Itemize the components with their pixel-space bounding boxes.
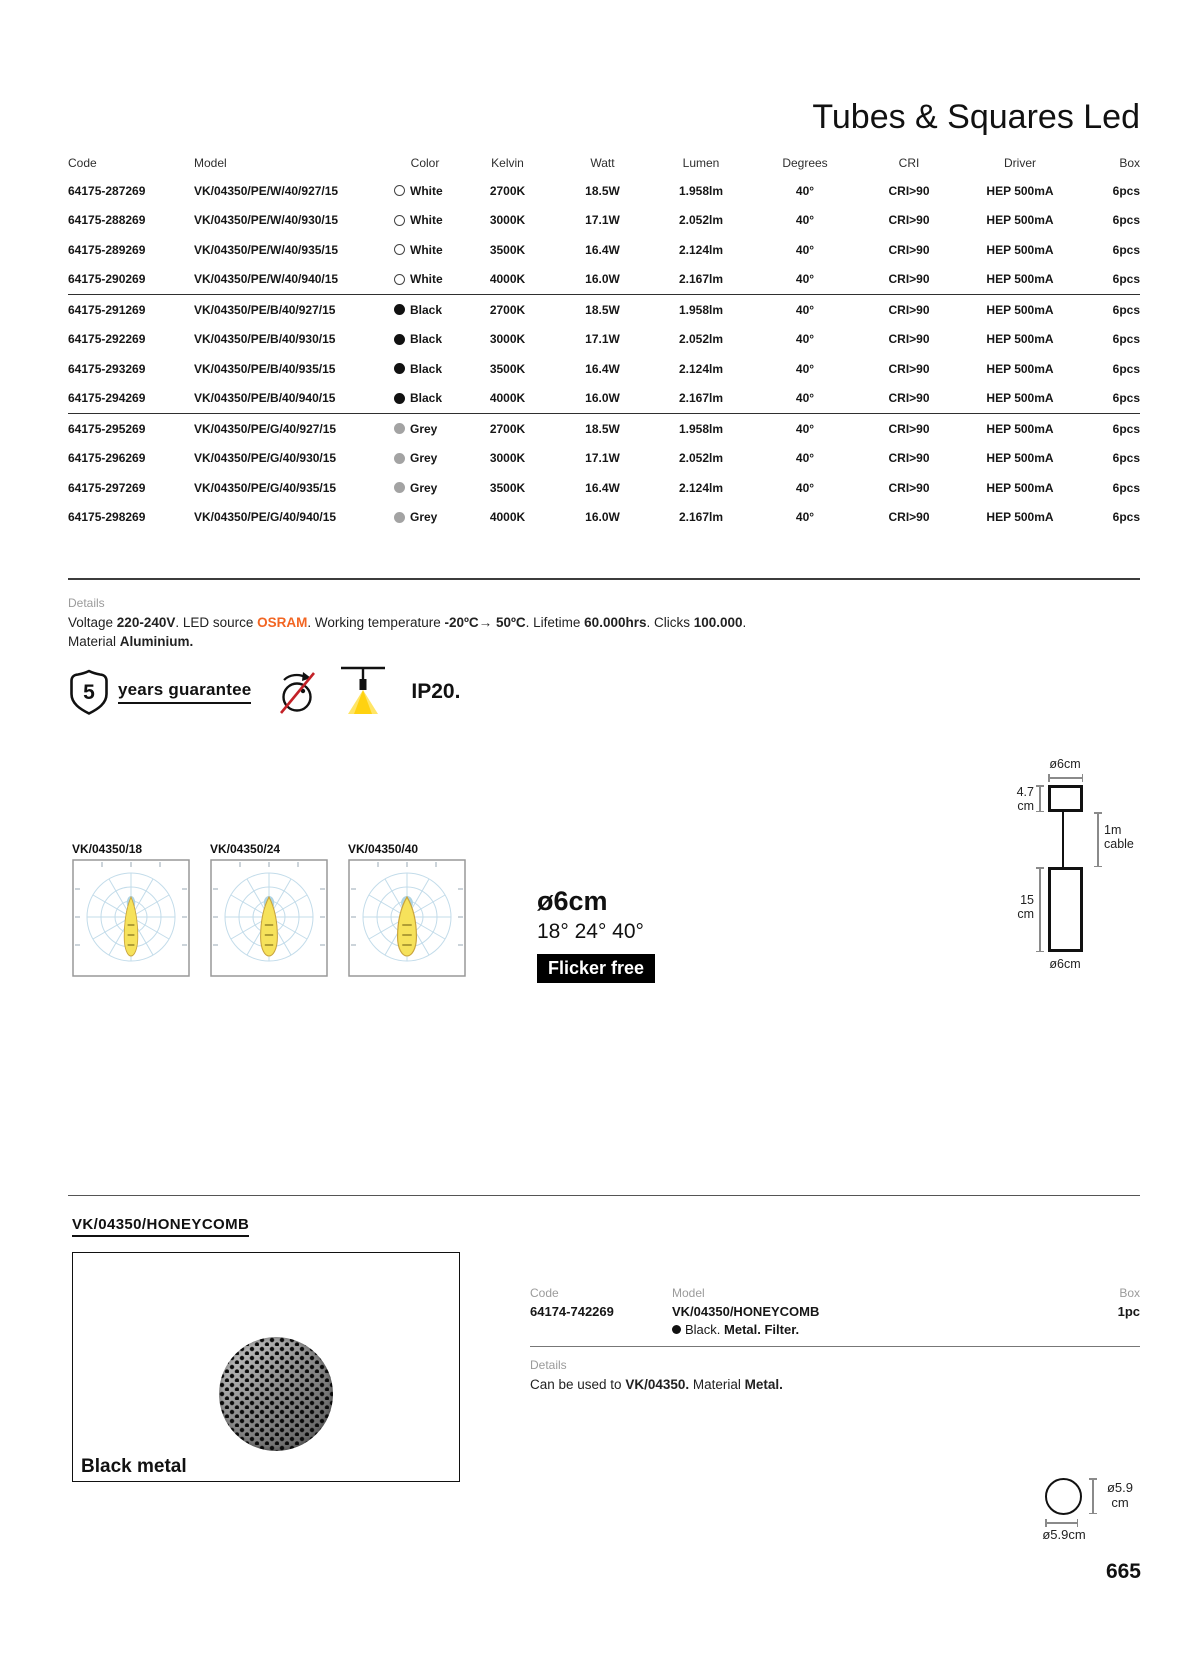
table-header-model: Model [194, 156, 227, 170]
code-value: 64174-742269 [530, 1304, 614, 1319]
cell-kelvin: 4000K [489, 272, 526, 287]
cell-cri: CRI>90 [888, 421, 930, 436]
table-row [68, 295, 1140, 325]
color-label: Grey [410, 510, 438, 525]
cell-lumen: 1.958lm [678, 421, 724, 436]
table-row [68, 444, 1140, 474]
cell-cri: CRI>90 [888, 242, 930, 257]
body-measure [1039, 867, 1041, 952]
ip-rating: IP20. [411, 680, 461, 703]
cell-driver: HEP 500mA [986, 451, 1054, 466]
honeycomb-box-block [1118, 1286, 1140, 1319]
cell-lumen: 1.958lm [678, 183, 724, 198]
cell-lumen: 2.167lm [678, 272, 724, 287]
black-dot-icon [672, 1325, 681, 1334]
cell-box: 6pcs [1112, 183, 1140, 198]
cell-code: 64175-287269 [68, 183, 146, 198]
cell-box: 6pcs [1112, 332, 1140, 347]
filter-height-measure [1092, 1478, 1094, 1514]
details-label: Details [68, 596, 105, 610]
cell-cri: CRI>90 [888, 510, 930, 525]
model-label: Model [672, 1286, 705, 1300]
cell-watt: 18.5W [585, 302, 620, 317]
cell-box: 6pcs [1112, 361, 1140, 376]
cell-degrees: 40° [795, 361, 815, 376]
table-row [68, 354, 1140, 384]
cell-driver: HEP 500mA [986, 272, 1054, 287]
cell-driver: HEP 500mA [986, 480, 1054, 495]
product-table [68, 150, 1140, 532]
diagram-label: VK/04350/24 [210, 842, 281, 856]
flicker-free-badge: Flicker free [537, 954, 655, 983]
cell-color [390, 481, 460, 495]
cell-cri: CRI>90 [888, 451, 930, 466]
table-row [68, 206, 1140, 236]
cell-cri: CRI>90 [888, 391, 930, 406]
table-header-driver: Driver [1004, 156, 1036, 170]
polar-curve-chart [72, 859, 190, 977]
guarantee-row [68, 666, 460, 718]
cell-driver: HEP 500mA [986, 183, 1054, 198]
table-row [68, 473, 1140, 503]
table-header-code: Code [68, 156, 97, 170]
cell-degrees: 40° [795, 480, 815, 495]
cell-degrees: 40° [795, 213, 815, 228]
cell-code: 64175-289269 [68, 242, 146, 257]
cell-driver: HEP 500mA [986, 421, 1054, 436]
cell-lumen: 2.124lm [678, 480, 724, 495]
cell-box: 6pcs [1112, 391, 1140, 406]
table-row [68, 503, 1140, 533]
box-value: 1pc [1117, 1304, 1140, 1319]
cell-watt: 16.4W [585, 361, 620, 376]
cell-degrees: 40° [795, 332, 815, 347]
cell-cri: CRI>90 [888, 272, 930, 287]
color-label: White [410, 183, 443, 198]
cell-model: VK/04350/PE/B/40/935/15 [194, 361, 336, 376]
section-divider [68, 1195, 1140, 1196]
table-row [68, 176, 1140, 206]
tube-body-shape [1048, 867, 1083, 952]
cell-color [390, 213, 460, 227]
color-swatch-icon [394, 215, 405, 226]
cell-watt: 16.0W [585, 272, 620, 287]
photometric-diagrams [72, 842, 486, 982]
cell-cri: CRI>90 [888, 213, 930, 228]
cell-model: VK/04350/PE/W/40/927/15 [194, 183, 339, 198]
cell-kelvin: 3000K [489, 451, 526, 466]
filter-dimension-diagram [1040, 1477, 1200, 1552]
cell-color [390, 272, 460, 286]
filter-width-measure [1045, 1522, 1078, 1524]
polar-curve-chart [210, 859, 328, 977]
color-label: Black [410, 302, 443, 317]
cell-lumen: 2.167lm [678, 510, 724, 525]
cell-lumen: 1.958lm [678, 302, 724, 317]
color-label: White [410, 242, 443, 257]
cell-model: VK/04350/PE/B/40/927/15 [194, 302, 336, 317]
cell-kelvin: 3500K [489, 361, 526, 376]
color-label: Black [410, 332, 443, 347]
cell-model: VK/04350/PE/W/40/940/15 [194, 272, 339, 287]
page-number: 665 [1105, 1560, 1141, 1583]
model-value: VK/04350/HONEYCOMB [672, 1304, 820, 1319]
cell-box: 6pcs [1112, 421, 1140, 436]
cell-degrees: 40° [795, 421, 815, 436]
color-swatch-icon [394, 244, 405, 255]
color-swatch-icon [394, 304, 405, 315]
cell-cri: CRI>90 [888, 183, 930, 198]
cell-cri: CRI>90 [888, 332, 930, 347]
cell-kelvin: 4000K [489, 510, 526, 525]
cell-color [390, 332, 460, 346]
cell-code: 64175-298269 [68, 510, 146, 525]
guarantee-years: 5 [83, 681, 95, 704]
spec-angles: 18° 24° 40° [537, 920, 644, 943]
section-divider [68, 578, 1140, 580]
cell-watt: 17.1W [585, 213, 620, 228]
details-line-1: Voltage 220-240V. LED source OSRAM. Working temperature -20ºC→ 50ºC. Lifetime 60.000hrs. Clicks 100.000. [68, 615, 747, 630]
cell-watt: 18.5W [585, 183, 620, 198]
cell-model: VK/04350/PE/G/40/935/15 [194, 480, 337, 495]
cell-lumen: 2.124lm [678, 361, 724, 376]
table-row [68, 265, 1140, 296]
cell-kelvin: 3500K [489, 242, 526, 257]
color-swatch-icon [394, 363, 405, 374]
diagram-label: VK/04350/40 [348, 842, 419, 856]
dimension-diagram [990, 755, 1200, 990]
cell-kelvin: 2700K [489, 302, 526, 317]
cell-cri: CRI>90 [888, 361, 930, 376]
honeycomb-details-block [530, 1358, 783, 1392]
table-header-box: Box [1119, 156, 1140, 170]
filter-bottom-label: ø5.9cm [1042, 1527, 1086, 1542]
color-swatch-icon [394, 185, 405, 196]
cell-watt: 16.0W [585, 391, 620, 406]
cell-driver: HEP 500mA [986, 510, 1054, 525]
dim-top-diameter: ø6cm [1049, 757, 1081, 771]
table-row [68, 414, 1140, 444]
honeycomb-code-block [530, 1286, 614, 1319]
color-label: Grey [410, 451, 438, 466]
filter-circle-shape [1045, 1478, 1082, 1515]
cell-box: 6pcs [1112, 451, 1140, 466]
cell-color [390, 422, 460, 436]
cell-degrees: 40° [795, 451, 815, 466]
cell-code: 64175-296269 [68, 451, 146, 466]
honeycomb-model-block [672, 1286, 819, 1337]
table-header-degrees: Degrees [782, 156, 828, 170]
cell-lumen: 2.052lm [678, 332, 724, 347]
cell-lumen: 2.124lm [678, 242, 724, 257]
dim-width-measure [1048, 777, 1083, 779]
cell-cri: CRI>90 [888, 480, 930, 495]
color-swatch-icon [394, 274, 405, 285]
spec-block [537, 886, 655, 983]
cell-model: VK/04350/PE/W/40/930/15 [194, 213, 339, 228]
diagram-label: VK/04350/18 [72, 842, 143, 856]
filter-side-label: ø5.9 cm [1106, 1480, 1133, 1510]
table-row [68, 325, 1140, 355]
color-swatch-icon [394, 512, 405, 523]
cell-watt: 16.0W [585, 510, 620, 525]
honeycomb-section-title: VK/04350/HONEYCOMB [72, 1216, 249, 1237]
cell-box: 6pcs [1112, 302, 1140, 317]
page-title: Tubes & Squares Led [812, 98, 1140, 136]
honeycomb-filter-image [219, 1337, 333, 1451]
cell-kelvin: 3000K [489, 332, 526, 347]
cell-color [390, 184, 460, 198]
cell-box: 6pcs [1112, 272, 1140, 287]
color-label: White [410, 272, 443, 287]
cell-degrees: 40° [795, 272, 815, 287]
cell-color [390, 391, 460, 405]
code-label: Code [530, 1286, 559, 1300]
details-block [68, 596, 968, 651]
cell-kelvin: 4000K [489, 391, 526, 406]
cell-color [390, 362, 460, 376]
table-header-color: Color [410, 156, 440, 170]
table-row [68, 384, 1140, 415]
cell-code: 64175-293269 [68, 361, 146, 376]
color-swatch-icon [394, 393, 405, 404]
usage-line: Can be used to VK/04350. Material Metal. [530, 1377, 783, 1392]
spec-diameter: ø6cm [537, 886, 608, 916]
honeycomb-caption: Black metal [81, 1456, 187, 1477]
cell-lumen: 2.167lm [678, 391, 724, 406]
color-label: White [410, 213, 443, 228]
cell-kelvin: 3500K [489, 480, 526, 495]
color-swatch-icon [394, 482, 405, 493]
canopy-shape [1048, 785, 1083, 812]
model-color-note: Black. Metal. Filter. [672, 1322, 819, 1337]
cell-code: 64175-294269 [68, 391, 146, 406]
box-label: Box [1119, 1286, 1140, 1300]
cell-lumen: 2.052lm [678, 213, 724, 228]
cell-driver: HEP 500mA [986, 302, 1054, 317]
cell-driver: HEP 500mA [986, 361, 1054, 376]
cell-degrees: 40° [795, 510, 815, 525]
color-label: Grey [410, 421, 438, 436]
cell-model: VK/04350/PE/G/40/927/15 [194, 421, 337, 436]
photometric-diagram-24 [210, 842, 328, 982]
color-swatch-icon [394, 334, 405, 345]
table-body [68, 176, 1140, 532]
cell-kelvin: 2700K [489, 183, 526, 198]
body-height-label: 15 cm [1017, 893, 1034, 921]
cell-code: 64175-295269 [68, 421, 146, 436]
cell-color [390, 451, 460, 465]
cell-code: 64175-297269 [68, 480, 146, 495]
cell-box: 6pcs [1112, 510, 1140, 525]
table-header-lumen: Lumen [682, 156, 720, 170]
cell-model: VK/04350/PE/B/40/930/15 [194, 332, 336, 347]
cell-degrees: 40° [795, 183, 815, 198]
no-dimmer-icon [275, 665, 319, 720]
cell-degrees: 40° [795, 242, 815, 257]
dim-bottom-diameter: ø6cm [1049, 957, 1081, 971]
photometric-diagram-18 [72, 842, 190, 982]
details-label: Details [530, 1358, 567, 1372]
cell-box: 6pcs [1112, 242, 1140, 257]
cell-watt: 17.1W [585, 332, 620, 347]
cell-driver: HEP 500mA [986, 332, 1054, 347]
cell-box: 6pcs [1112, 480, 1140, 495]
color-swatch-icon [394, 423, 405, 434]
cell-code: 64175-292269 [68, 332, 146, 347]
cable-measure [1097, 812, 1099, 867]
table-row [68, 235, 1140, 265]
cell-color [390, 303, 460, 317]
cell-model: VK/04350/PE/G/40/930/15 [194, 451, 337, 466]
color-swatch-icon [394, 453, 405, 464]
cell-watt: 18.5W [585, 421, 620, 436]
table-header-cri: CRI [898, 156, 920, 170]
cell-driver: HEP 500mA [986, 242, 1054, 257]
color-label: Grey [410, 480, 438, 495]
table-header-watt: Watt [590, 156, 615, 170]
honeycomb-image-box [72, 1252, 460, 1482]
cell-box: 6pcs [1112, 213, 1140, 228]
table-header-row [68, 150, 1140, 176]
cell-code: 64175-288269 [68, 213, 146, 228]
details-line-2: Material Aluminium. [68, 634, 194, 649]
cable-length-label: 1m cable [1104, 823, 1134, 851]
divider [530, 1346, 1140, 1347]
cell-degrees: 40° [795, 302, 815, 317]
cell-degrees: 40° [795, 391, 815, 406]
table-header-kelvin: Kelvin [491, 156, 524, 170]
polar-curve-chart [348, 859, 466, 977]
cell-watt: 17.1W [585, 451, 620, 466]
pendant-lamp-icon [337, 664, 389, 721]
cell-watt: 16.4W [585, 242, 620, 257]
cell-color [390, 243, 460, 257]
cell-kelvin: 2700K [489, 421, 526, 436]
guarantee-text: years guarantee [118, 680, 251, 704]
cell-code: 64175-290269 [68, 272, 146, 287]
cell-driver: HEP 500mA [986, 213, 1054, 228]
cell-watt: 16.4W [585, 480, 620, 495]
cell-kelvin: 3000K [489, 213, 526, 228]
color-label: Black [410, 391, 443, 406]
cell-lumen: 2.052lm [678, 451, 724, 466]
cell-color [390, 510, 460, 524]
cell-model: VK/04350/PE/G/40/940/15 [194, 510, 337, 525]
cable-shape [1062, 812, 1065, 867]
cell-model: VK/04350/PE/B/40/940/15 [194, 391, 336, 406]
color-label: Black [410, 361, 443, 376]
photometric-diagram-40 [348, 842, 466, 982]
cell-driver: HEP 500mA [986, 391, 1054, 406]
cell-model: VK/04350/PE/W/40/935/15 [194, 242, 339, 257]
cell-cri: CRI>90 [888, 302, 930, 317]
guarantee-shield-icon [68, 668, 110, 716]
canopy-height-label: 4.7 cm [1016, 785, 1034, 813]
cell-code: 64175-291269 [68, 302, 146, 317]
canopy-measure [1039, 785, 1041, 812]
